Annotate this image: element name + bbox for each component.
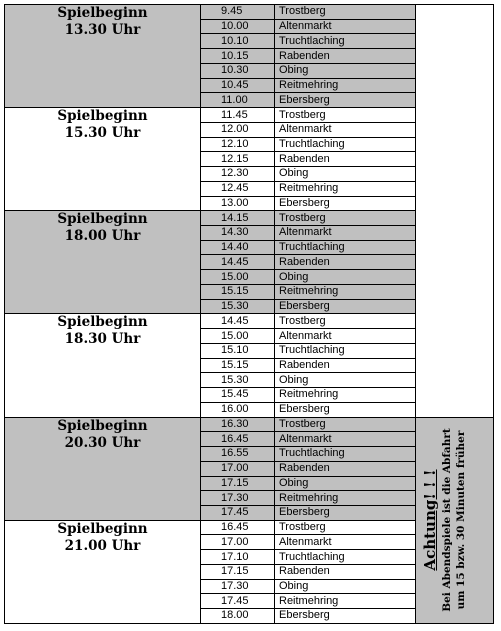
- kickoff-time: 21.00 Uhr: [64, 537, 141, 554]
- departure-time: 16.45: [201, 520, 275, 535]
- departure-time: 12.15: [201, 152, 275, 167]
- departure-place: Truchtlaching: [275, 447, 416, 462]
- kickoff-label: [5, 211, 201, 314]
- departure-place: Rabenden: [275, 564, 416, 579]
- departure-place: Ebersberg: [275, 93, 416, 108]
- departure-time: 14.30: [201, 226, 275, 241]
- departure-time: 10.30: [201, 63, 275, 78]
- departure-place: Rabenden: [275, 461, 416, 476]
- departure-time: 10.15: [201, 49, 275, 64]
- departure-place: Obing: [275, 579, 416, 594]
- departure-place: Altenmarkt: [275, 432, 416, 447]
- departure-place: Rabenden: [275, 255, 416, 270]
- departure-place: Obing: [275, 476, 416, 491]
- departure-time: 16.55: [201, 447, 275, 462]
- departure-time: 9.45: [201, 5, 275, 20]
- kickoff-label: [5, 417, 201, 520]
- departure-time: 16.30: [201, 417, 275, 432]
- departure-time: 17.45: [201, 594, 275, 609]
- departure-place: Obing: [275, 63, 416, 78]
- departure-time: 14.40: [201, 240, 275, 255]
- departure-place: Truchtlaching: [275, 34, 416, 49]
- departure-place: Trostberg: [275, 108, 416, 123]
- departure-place: Ebersberg: [275, 609, 416, 624]
- departure-place: Rabenden: [275, 358, 416, 373]
- departure-place: Reitmehring: [275, 181, 416, 196]
- departure-time: 15.15: [201, 284, 275, 299]
- departure-time: 17.30: [201, 491, 275, 506]
- departure-place: Rabenden: [275, 152, 416, 167]
- departure-place: Obing: [275, 373, 416, 388]
- note-text: Bei Abendspiele ist die Abfahrt um 15 bzw. 30 Minuten früher: [440, 428, 467, 612]
- departure-place: Truchtlaching: [275, 137, 416, 152]
- kickoff-title: Spielbeginn: [57, 211, 148, 228]
- departure-place: Obing: [275, 167, 416, 182]
- departure-place: Truchtlaching: [275, 550, 416, 565]
- departure-time: 12.00: [201, 122, 275, 137]
- departure-time: 12.45: [201, 181, 275, 196]
- kickoff-title: Spielbeginn: [57, 520, 148, 537]
- departure-time: 11.45: [201, 108, 275, 123]
- departure-time: 17.15: [201, 476, 275, 491]
- schedule-row: [5, 5, 494, 20]
- departure-time: 16.45: [201, 432, 275, 447]
- departure-time: 12.10: [201, 137, 275, 152]
- departure-time: 15.45: [201, 388, 275, 403]
- departure-time: 14.45: [201, 255, 275, 270]
- departure-place: Ebersberg: [275, 299, 416, 314]
- departure-time: 17.45: [201, 505, 275, 520]
- departure-place: Truchtlaching: [275, 343, 416, 358]
- kickoff-title: Spielbeginn: [57, 108, 148, 125]
- departure-place: Altenmarkt: [275, 19, 416, 34]
- departure-place: Reitmehring: [275, 594, 416, 609]
- kickoff-label: [5, 314, 201, 417]
- departure-place: Rabenden: [275, 49, 416, 64]
- departure-place: Ebersberg: [275, 505, 416, 520]
- departure-place: Trostberg: [275, 314, 416, 329]
- departure-time: 17.30: [201, 579, 275, 594]
- kickoff-title: Spielbeginn: [57, 417, 148, 434]
- departure-time: 17.10: [201, 550, 275, 565]
- departure-place: Ebersberg: [275, 402, 416, 417]
- departure-place: Reitmehring: [275, 491, 416, 506]
- departure-time: 17.00: [201, 461, 275, 476]
- note-title: Achtung! ! !: [420, 469, 439, 571]
- kickoff-title: Spielbeginn: [57, 5, 148, 21]
- departure-time: 15.00: [201, 329, 275, 344]
- departure-time: 10.00: [201, 19, 275, 34]
- departure-time: 16.00: [201, 402, 275, 417]
- departure-time: 10.45: [201, 78, 275, 93]
- departure-place: Trostberg: [275, 520, 416, 535]
- departure-place: Ebersberg: [275, 196, 416, 211]
- departure-place: Reitmehring: [275, 388, 416, 403]
- kickoff-time: 15.30 Uhr: [64, 125, 141, 142]
- departure-time: 17.00: [201, 535, 275, 550]
- departure-place: Obing: [275, 270, 416, 285]
- kickoff-label: [5, 5, 201, 108]
- departure-place: Reitmehring: [275, 78, 416, 93]
- departure-time: 18.00: [201, 609, 275, 624]
- evening-note: [416, 417, 494, 623]
- departure-time: 15.15: [201, 358, 275, 373]
- departure-time: 10.10: [201, 34, 275, 49]
- departure-place: Reitmehring: [275, 284, 416, 299]
- evening-note-rotated: [420, 420, 490, 620]
- departure-place: Trostberg: [275, 211, 416, 226]
- departure-time: 14.45: [201, 314, 275, 329]
- departure-time: 15.00: [201, 270, 275, 285]
- kickoff-label: [5, 520, 201, 623]
- departure-schedule-table: [4, 4, 494, 624]
- departure-time: 14.15: [201, 211, 275, 226]
- departure-place: Altenmarkt: [275, 226, 416, 241]
- kickoff-time: 18.30 Uhr: [64, 331, 141, 348]
- kickoff-time: 13.30 Uhr: [64, 22, 141, 38]
- departure-time: 15.30: [201, 299, 275, 314]
- kickoff-time: 20.30 Uhr: [64, 434, 141, 451]
- departure-place: Trostberg: [275, 5, 416, 20]
- departure-place: Altenmarkt: [275, 122, 416, 137]
- departure-time: 17.15: [201, 564, 275, 579]
- blank-cell: [416, 5, 494, 418]
- departure-time: 15.30: [201, 373, 275, 388]
- departure-time: 15.10: [201, 343, 275, 358]
- departure-place: Truchtlaching: [275, 240, 416, 255]
- kickoff-title: Spielbeginn: [57, 314, 148, 331]
- departure-place: Altenmarkt: [275, 535, 416, 550]
- departure-place: Trostberg: [275, 417, 416, 432]
- schedule-body: [5, 5, 494, 624]
- departure-place: Altenmarkt: [275, 329, 416, 344]
- departure-time: 12.30: [201, 167, 275, 182]
- departure-time: 11.00: [201, 93, 275, 108]
- schedule-row: [5, 417, 494, 432]
- kickoff-label: [5, 108, 201, 211]
- kickoff-time: 18.00 Uhr: [64, 228, 141, 245]
- departure-time: 13.00: [201, 196, 275, 211]
